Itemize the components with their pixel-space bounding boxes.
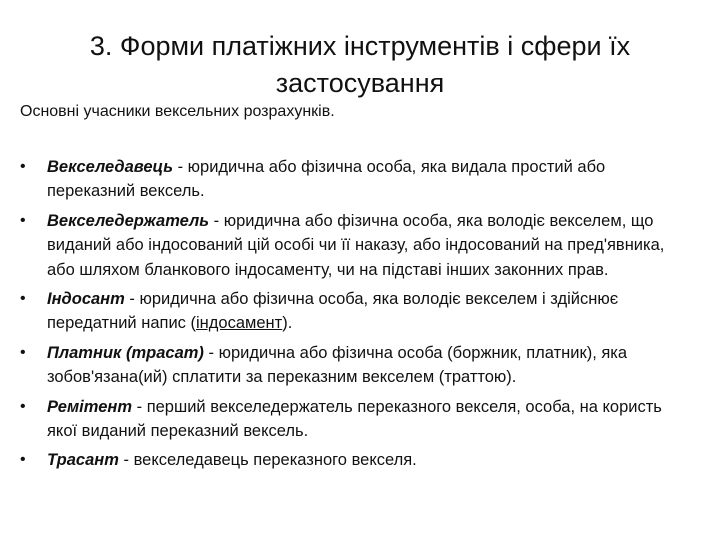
term: Ремітент [47, 397, 133, 416]
bullet-icon: • [20, 397, 26, 415]
list-item [20, 209, 692, 282]
definition: - перший векселедержатель переказного векселя, особа, на користь якої виданий переказний вексель. [47, 397, 662, 441]
term: Індосант [47, 290, 125, 309]
list-item [20, 395, 692, 444]
slide-subtitle: Основні учасники вексельних розрахунків. [20, 103, 335, 120]
definition-end: ). [282, 314, 293, 333]
slide-title: 3. Форми платіжних інструментів і сфери їх застосування [89, 31, 631, 99]
list-item [20, 448, 692, 472]
participants-list [20, 155, 692, 478]
definition: - векселедавець переказного векселя. [118, 451, 417, 470]
indosament-link[interactable]: індосамент [196, 314, 283, 333]
bullet-icon: • [20, 451, 26, 469]
definition: - юридична або фізична особа, яка видала простий або переказний вексель. [47, 158, 606, 201]
bullet-icon: • [20, 211, 26, 229]
bullet-icon: • [20, 158, 26, 175]
term: Векселедавець [47, 158, 173, 176]
list-item [20, 341, 692, 390]
bullet-icon: • [20, 343, 26, 361]
term: Платник (трасат) [47, 343, 204, 362]
term: Трасант [47, 451, 119, 470]
definition: - юридична або фізична особа, яка володіє векселем і здійснює передатний напис ( [47, 290, 619, 333]
bullet-icon: • [20, 290, 26, 308]
list-item [20, 155, 692, 204]
term: Векселедержатель [47, 211, 210, 230]
definition: - юридична або фізична особа, яка володіє векселем, що виданий або індосований цій особі чи її наказу, або індосований на пред'явника, або шляхом бланкового індосаменту, чи на підставі інших законних прав. [47, 211, 665, 279]
list-item [20, 287, 692, 336]
definition: - юридична або фізична особа (боржник, платник), яка зобов'язана(ий) сплатити за переказним векселем (траттою). [47, 343, 628, 387]
